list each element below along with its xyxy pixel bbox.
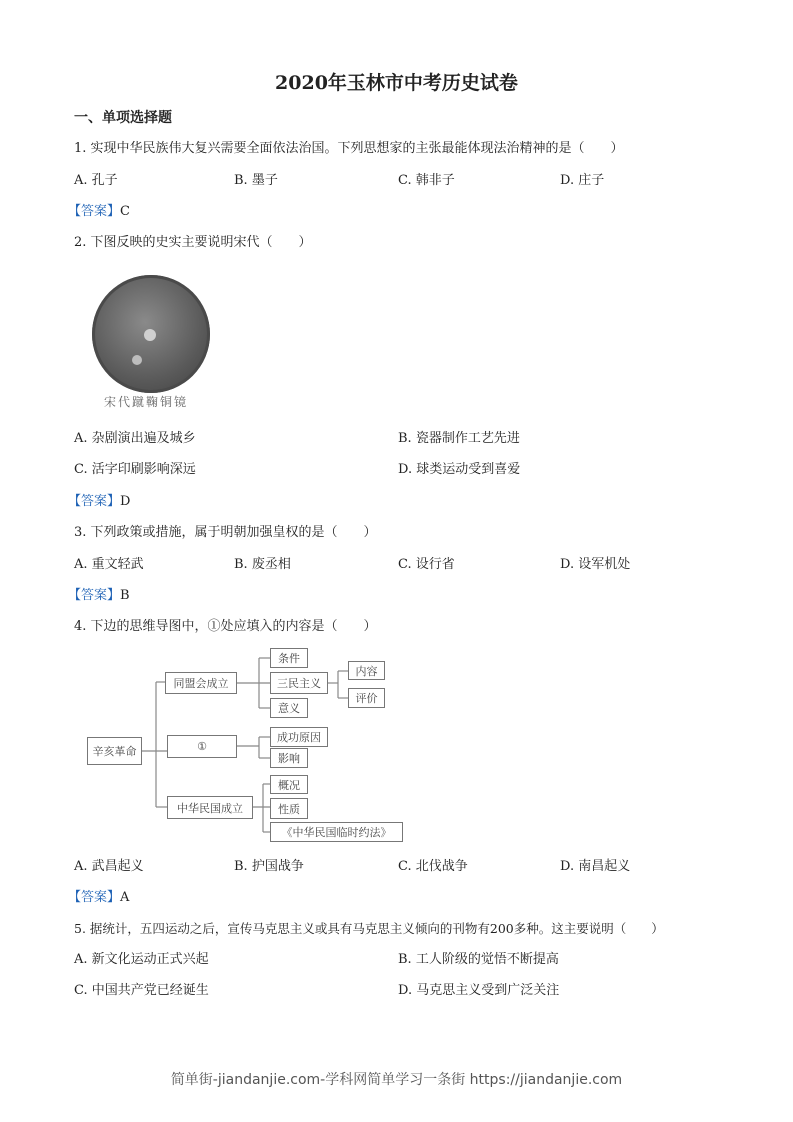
- q2-option-d: D. 球类运动受到喜爱: [398, 462, 521, 477]
- answer-label: 【答案】: [68, 204, 121, 219]
- q5-option-c: C. 中国共产党已经诞生: [74, 983, 209, 998]
- q5-option-d: D. 马克思主义受到广泛关注: [398, 983, 560, 998]
- q4-option-a: A. 武昌起义: [74, 859, 144, 874]
- q4-stem: 4. 下边的思维导图中，①处应填入的内容是（ ）: [74, 619, 377, 634]
- node-b3-child: 性质: [270, 798, 308, 819]
- q1-option-b: B. 墨子: [234, 173, 278, 188]
- footer-watermark: 简单街-jiandanjie.com-学科网简单学习一条街 https://jiandanjie.com: [170, 1072, 623, 1088]
- node-b1-grandchild: 内容: [348, 661, 385, 680]
- page-title: 2020年玉林市中考历史试卷: [275, 72, 518, 94]
- q1-option-d: D. 庄子: [560, 173, 605, 188]
- q3-stem: 3. 下列政策或措施，属于明朝加强皇权的是（ ）: [74, 525, 377, 540]
- q4-option-b: B. 护国战争: [234, 859, 304, 874]
- node-branch-1: 同盟会成立: [165, 672, 237, 694]
- q2-stem: 2. 下图反映的史实主要说明宋代（ ）: [74, 235, 312, 250]
- q3-option-d: D. 设军机处: [560, 557, 631, 572]
- q5-option-b: B. 工人阶级的觉悟不断提高: [398, 952, 559, 967]
- answer-value: A: [120, 890, 130, 905]
- q1-option-c: C. 韩非子: [398, 173, 455, 188]
- node-b2-child: 成功原因: [270, 727, 328, 747]
- q4-option-d: D. 南昌起义: [560, 859, 631, 874]
- node-b1-child: 三民主义: [270, 672, 328, 694]
- q4-option-c: C. 北伐战争: [398, 859, 468, 874]
- section-heading: 一、单项选择题: [74, 110, 172, 126]
- q5-option-a: A. 新文化运动正式兴起: [74, 952, 209, 967]
- q2-option-b: B. 瓷器制作工艺先进: [398, 431, 520, 446]
- answer-label: 【答案】: [68, 494, 121, 509]
- node-b3-child: 《中华民国临时约法》: [270, 822, 403, 842]
- answer-label: 【答案】: [68, 890, 121, 905]
- node-b1-grandchild: 评价: [348, 688, 385, 708]
- q2-option-a: A. 杂剧演出遍及城乡: [74, 431, 196, 446]
- answer-value: D: [120, 494, 131, 509]
- q4-answer: [68, 890, 129, 906]
- answer-value: B: [120, 588, 130, 603]
- answer-value: C: [120, 204, 130, 219]
- node-b3-child: 概况: [270, 775, 308, 794]
- node-branch-3: 中华民国成立: [167, 796, 253, 819]
- q1-option-a: A. 孔子: [74, 173, 118, 188]
- answer-label: 【答案】: [68, 588, 121, 603]
- q5-stem: 5. 据统计，五四运动之后，宣传马克思主义或具有马克思主义倾向的刊物有200多种。这主要说明（ ）: [74, 921, 664, 936]
- node-b1-child: 意义: [270, 698, 308, 718]
- q3-option-b: B. 废丞相: [234, 557, 291, 572]
- node-branch-2-blank: ①: [167, 735, 237, 758]
- node-root: 辛亥革命: [87, 737, 142, 765]
- node-b2-child: 影响: [270, 748, 308, 768]
- q3-option-c: C. 设行省: [398, 557, 455, 572]
- q1-stem: 1. 实现中华民族伟大复兴需要全面依法治国。下列思想家的主张最能体现法治精神的是（ ）: [74, 141, 624, 156]
- node-b1-child: 条件: [270, 648, 308, 668]
- q2-option-c: C. 活字印刷影响深远: [74, 462, 196, 477]
- q3-option-a: A. 重文轻武: [74, 557, 144, 572]
- image-caption: 宋代蹴鞠铜镜: [104, 395, 189, 409]
